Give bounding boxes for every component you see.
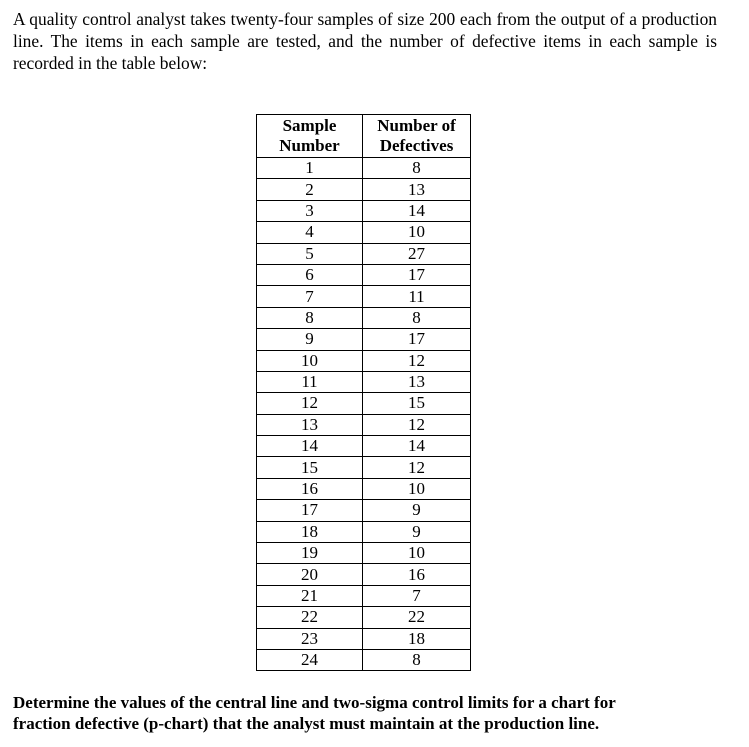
defectives-count-cell: 7 <box>363 585 471 606</box>
sample-number-cell: 24 <box>257 649 363 670</box>
defectives-count-cell: 12 <box>363 350 471 371</box>
defectives-count-cell: 18 <box>363 628 471 649</box>
sample-header-line1: Sample <box>282 116 337 135</box>
sample-number-cell: 6 <box>257 264 363 285</box>
sample-number-cell: 4 <box>257 222 363 243</box>
table-row <box>257 393 471 414</box>
sample-number-cell: 15 <box>257 457 363 478</box>
defectives-count-cell: 13 <box>363 371 471 392</box>
sample-number-cell: 1 <box>257 158 363 179</box>
table-row <box>257 158 471 179</box>
defectives-count-cell: 12 <box>363 457 471 478</box>
table-row <box>257 436 471 457</box>
defectives-count-cell: 11 <box>363 286 471 307</box>
defectives-count-cell: 12 <box>363 414 471 435</box>
question-line-1: Determine the values of the central line and two-sigma control limits for a chart for <box>13 693 616 712</box>
defectives-header-line2: Defectives <box>379 136 454 155</box>
table-row <box>257 200 471 221</box>
question-line-2: fraction defective (p-chart) that the analyst must maintain at the production line. <box>13 714 600 733</box>
question-text <box>13 692 733 734</box>
table-row <box>257 628 471 649</box>
sample-number-cell: 22 <box>257 607 363 628</box>
table-row <box>257 649 471 670</box>
table-body <box>257 158 471 671</box>
sample-number-cell: 7 <box>257 286 363 307</box>
defectives-count-cell: 17 <box>363 264 471 285</box>
table-row <box>257 350 471 371</box>
table-row <box>257 371 471 392</box>
defectives-count-cell: 22 <box>363 607 471 628</box>
sample-number-cell: 8 <box>257 307 363 328</box>
sample-number-cell: 12 <box>257 393 363 414</box>
sample-number-cell: 20 <box>257 564 363 585</box>
sample-number-cell: 10 <box>257 350 363 371</box>
table-row <box>257 179 471 200</box>
defectives-count-cell: 10 <box>363 543 471 564</box>
sample-number-cell: 5 <box>257 243 363 264</box>
table-row <box>257 414 471 435</box>
sample-number-cell: 14 <box>257 436 363 457</box>
defectives-count-cell: 13 <box>363 179 471 200</box>
sample-number-header <box>257 115 363 158</box>
table-row <box>257 585 471 606</box>
table-row <box>257 564 471 585</box>
sample-number-cell: 9 <box>257 329 363 350</box>
defectives-count-cell: 14 <box>363 436 471 457</box>
defectives-count-cell: 27 <box>363 243 471 264</box>
sample-number-cell: 23 <box>257 628 363 649</box>
defectives-count-cell: 8 <box>363 307 471 328</box>
sample-number-cell: 2 <box>257 179 363 200</box>
table-row <box>257 457 471 478</box>
table-row <box>257 329 471 350</box>
table-row <box>257 607 471 628</box>
problem-intro-text: A quality control analyst takes twenty-four samples of size 200 each from the output of a production line. The items in each sample are tested, and the number of defective items in each sample is recorded in the table below: <box>13 9 717 73</box>
table-row <box>257 543 471 564</box>
defectives-count-cell: 8 <box>363 649 471 670</box>
sample-number-cell: 13 <box>257 414 363 435</box>
table-row <box>257 286 471 307</box>
sample-number-cell: 3 <box>257 200 363 221</box>
table-row <box>257 264 471 285</box>
defectives-count-cell: 9 <box>363 500 471 521</box>
defectives-header <box>363 115 471 158</box>
defectives-count-cell: 10 <box>363 478 471 499</box>
defectives-count-cell: 10 <box>363 222 471 243</box>
defectives-count-cell: 17 <box>363 329 471 350</box>
table-row <box>257 521 471 542</box>
table-row <box>257 478 471 499</box>
sample-number-cell: 17 <box>257 500 363 521</box>
defectives-table <box>256 114 471 671</box>
table-row <box>257 500 471 521</box>
table-header-row <box>257 115 471 158</box>
table-row <box>257 222 471 243</box>
defectives-count-cell: 8 <box>363 158 471 179</box>
table-row <box>257 307 471 328</box>
defectives-count-cell: 14 <box>363 200 471 221</box>
sample-number-cell: 21 <box>257 585 363 606</box>
sample-number-cell: 11 <box>257 371 363 392</box>
defectives-count-cell: 9 <box>363 521 471 542</box>
sample-number-cell: 19 <box>257 543 363 564</box>
defectives-count-cell: 15 <box>363 393 471 414</box>
defectives-count-cell: 16 <box>363 564 471 585</box>
table-row <box>257 243 471 264</box>
defectives-header-line1: Number of <box>377 116 456 135</box>
sample-header-line2: Number <box>279 136 340 155</box>
sample-number-cell: 16 <box>257 478 363 499</box>
sample-number-cell: 18 <box>257 521 363 542</box>
